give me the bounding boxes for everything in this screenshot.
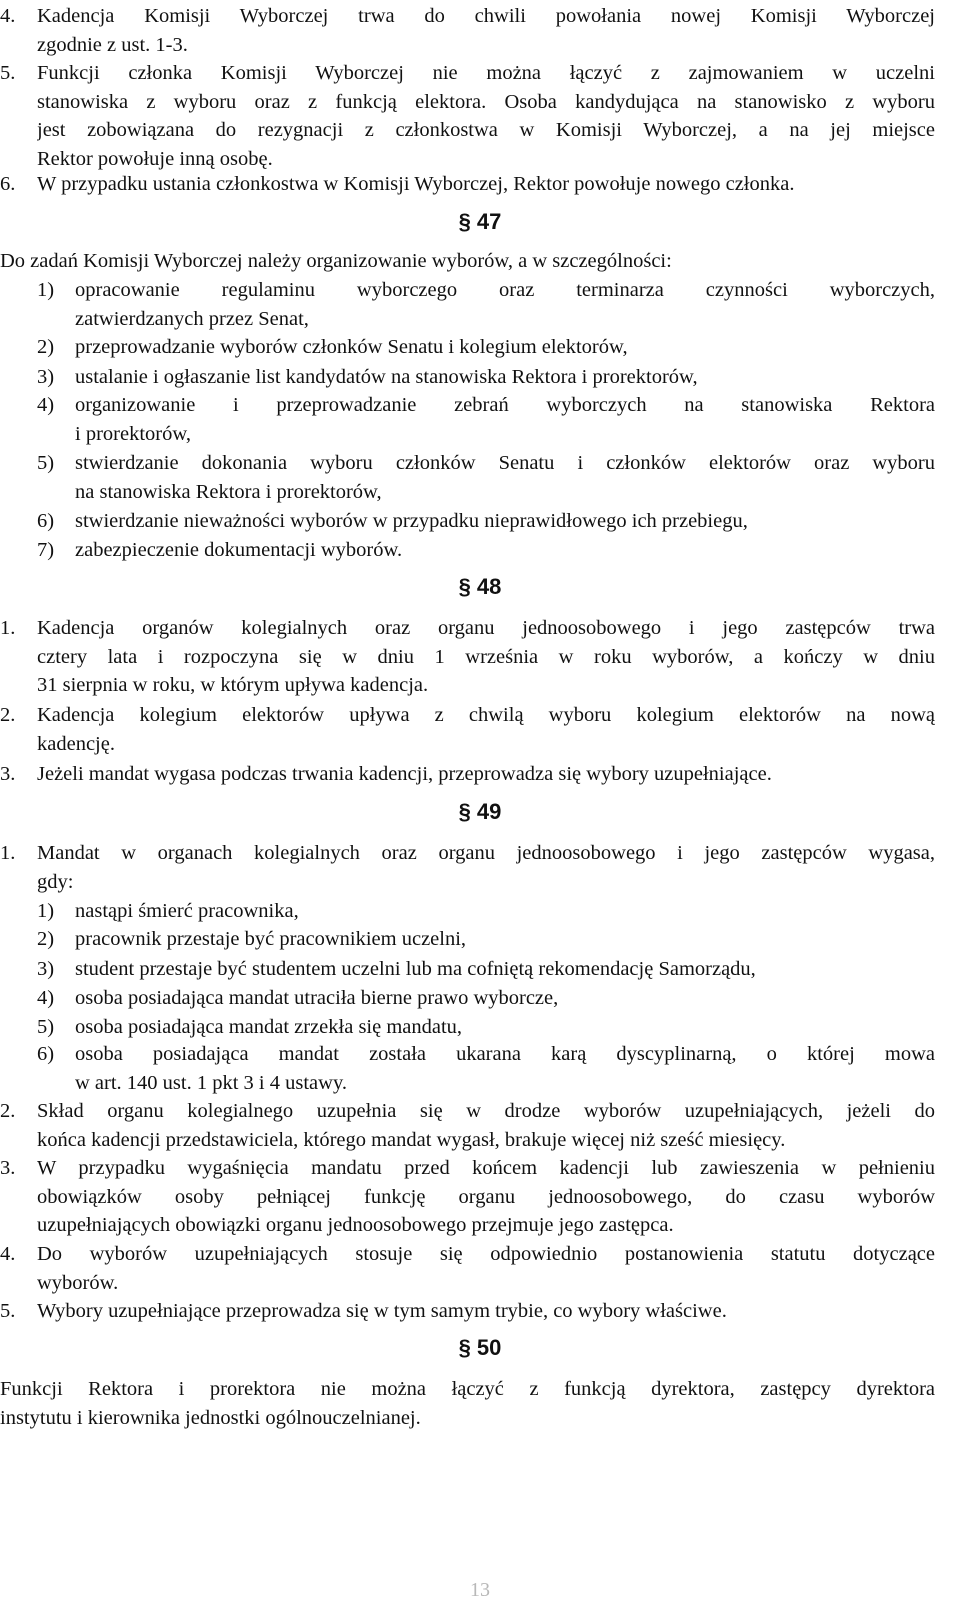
item-number: 4) xyxy=(37,394,55,416)
line-text: Funkcji członka Komisji Wyborczej nie można łączyć z zajmowaniem w uczelni xyxy=(37,62,935,84)
item-number: 2) xyxy=(37,336,55,358)
line-text: zabezpieczenie dokumentacji wyborów. xyxy=(75,539,403,561)
line-text: osoba posiadająca mandat utraciła bierne prawo wyborcze, xyxy=(75,987,559,1009)
line-text: Jeżeli mandat wygasa podczas trwania kadencji, przeprowadza się wybory uzupełniające. xyxy=(37,763,772,785)
line-text: instytutu i kierownika jednostki ogólnouczelnianej. xyxy=(0,1406,421,1429)
line-text: i prorektorów, xyxy=(75,422,191,445)
line-text: nastąpi śmierć pracownika, xyxy=(75,900,299,922)
item-number: 6) xyxy=(37,1043,55,1065)
item-number: 5) xyxy=(37,452,55,474)
line-text: końca kadencji przedstawiciela, którego mandat wygasł, brakuje więcej niż sześć miesięcy. xyxy=(37,1128,786,1151)
line-text: Skład organu kolegialnego uzupełnia się w drodze wyborów uzupełniających, jeżeli do xyxy=(37,1100,935,1122)
item-number: 3. xyxy=(0,1157,16,1179)
line-text: 31 sierpnia w roku, w którym upływa kadencja. xyxy=(37,674,429,697)
section-heading: § 48 xyxy=(458,574,502,599)
line-text: Mandat w organach kolegialnych oraz organu jednoosobowego i jego zastępców wygasa, xyxy=(37,842,935,864)
section-heading: § 47 xyxy=(458,209,502,234)
line-text: opracowanie regulaminu wyborczego oraz terminarza czynności wyborczych, xyxy=(75,279,935,301)
line-text: uzupełniających obowiązki organu jednoosobowego przejmuje jego zastępca. xyxy=(37,1214,674,1237)
item-number: 2) xyxy=(37,928,55,950)
line-text: W przypadku wygaśnięcia mandatu przed końcem kadencji lub zawieszenia w pełnieniu xyxy=(37,1157,935,1179)
line-text: Do zadań Komisji Wyborczej należy organizowanie wyborów, a w szczególności: xyxy=(0,250,672,272)
line-text: w art. 140 ust. 1 pkt 3 i 4 ustawy. xyxy=(75,1071,347,1094)
item-number: 1. xyxy=(0,617,16,639)
page-number: 13 xyxy=(470,1579,490,1601)
item-number: 5. xyxy=(0,1300,16,1322)
section-heading: § 50 xyxy=(458,1335,502,1360)
line-text: przeprowadzanie wyborów członków Senatu i kolegium elektorów, xyxy=(75,336,628,358)
item-number: 3) xyxy=(37,366,55,388)
line-text: cztery lata i rozpoczyna się w dniu 1 września w roku wyborów, a kończy w dniu xyxy=(37,645,935,668)
line-text: W przypadku ustania członkostwa w Komisji Wyborczej, Rektor powołuje nowego członka. xyxy=(37,173,795,195)
item-number: 1) xyxy=(37,279,55,301)
line-text: student przestaje być studentem uczelni lub ma cofniętą rekomendację Samorządu, xyxy=(75,958,756,980)
line-text: osoba posiadająca mandat zrzekła się mandatu, xyxy=(75,1016,463,1038)
line-text: stwierdzanie dokonania wyboru członków Senatu i członków elektorów oraz wyboru xyxy=(75,452,935,474)
item-number: 3) xyxy=(37,958,55,980)
line-text: Kadencja Komisji Wyborczej trwa do chwili powołania nowej Komisji Wyborczej xyxy=(37,5,935,27)
item-number: 5) xyxy=(37,1016,55,1038)
item-number: 7) xyxy=(37,539,55,561)
line-text: zgodnie z ust. 1-3. xyxy=(37,33,188,56)
item-number: 2. xyxy=(0,1100,16,1122)
line-text: ustalanie i ogłaszanie list kandydatów na stanowiska Rektora i prorektorów, xyxy=(75,366,698,388)
line-text: zatwierdzanych przez Senat, xyxy=(75,307,309,330)
line-text: stanowiska z wyboru oraz z funkcją elektora. Osoba kandydująca na stanowisko z wyboru xyxy=(37,90,935,113)
item-number: 4) xyxy=(37,987,55,1009)
line-text: Do wyborów uzupełniających stosuje się odpowiednio postanowienia statutu dotyczące xyxy=(37,1243,935,1265)
line-text: gdy: xyxy=(37,870,74,893)
line-text: kadencję. xyxy=(37,732,115,755)
item-number: 5. xyxy=(0,62,16,84)
line-text: jest zobowiązana do rezygnacji z członkostwa w Komisji Wyborczej, a na jej miejsce xyxy=(37,119,935,142)
line-text: na stanowiska Rektora i prorektorów, xyxy=(75,480,382,503)
line-text: Rektor powołuje inną osobę. xyxy=(37,147,273,170)
line-text: pracownik przestaje być pracownikiem uczelni, xyxy=(75,928,467,950)
item-number: 4. xyxy=(0,1243,16,1265)
line-text: Kadencja organów kolegialnych oraz organu jednoosobowego i jego zastępców trwa xyxy=(37,617,935,639)
item-number: 3. xyxy=(0,763,16,785)
line-text: wyborów. xyxy=(37,1271,119,1294)
item-number: 1. xyxy=(0,842,16,864)
line-text: Kadencja kolegium elektorów upływa z chwilą wyboru kolegium elektorów na nową xyxy=(37,704,935,726)
line-text: Wybory uzupełniające przeprowadza się w tym samym trybie, co wybory właściwe. xyxy=(37,1300,727,1322)
line-text: Funkcji Rektora i prorektora nie można łączyć z funkcją dyrektora, zastępcy dyrektora xyxy=(0,1378,935,1400)
item-number: 6. xyxy=(0,173,16,195)
item-number: 1) xyxy=(37,900,55,922)
item-number: 4. xyxy=(0,5,16,27)
item-number: 6) xyxy=(37,510,55,532)
item-number: 2. xyxy=(0,704,16,726)
line-text: stwierdzanie nieważności wyborów w przypadku nieprawidłowego ich przebiegu, xyxy=(75,510,748,532)
line-text: organizowanie i przeprowadzanie zebrań wyborczych na stanowiska Rektora xyxy=(75,394,935,416)
line-text: obowiązków osoby pełniącej funkcję organu jednoosobowego, do czasu wyborów xyxy=(37,1185,935,1208)
section-heading: § 49 xyxy=(458,799,502,824)
line-text: osoba posiadająca mandat została ukarana karą dyscyplinarną, o której mowa xyxy=(75,1043,935,1065)
